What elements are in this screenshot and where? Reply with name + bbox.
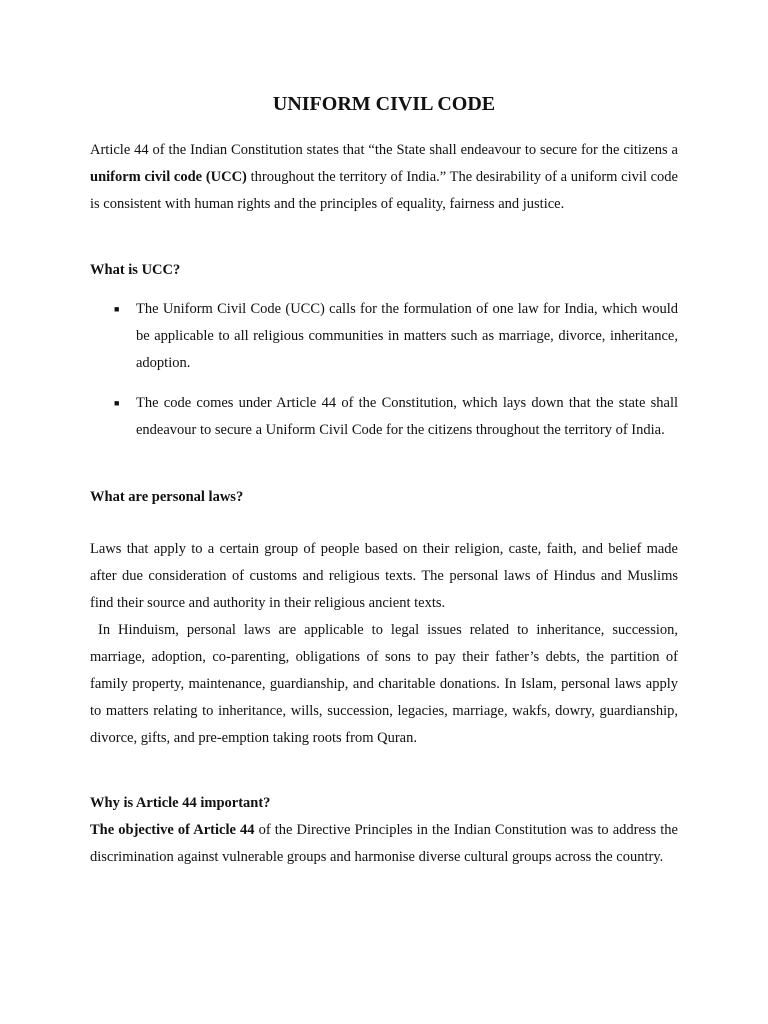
personal-laws-paragraph-1: Laws that apply to a certain group of people based on their religion, caste, faith, and belief made after due consideration of customs and religious texts. The personal laws of Hindus and Muslims find their source and authority in their religious ancient texts. [90, 541, 678, 611]
heading-article-44: Why is Article 44 important? [90, 795, 271, 811]
article-44-text: of the Directive Principles in the Indian Constitution was to address the discrimination against vulnerable groups and harmonise diverse cultural groups across the country. [90, 822, 678, 865]
heading-personal-laws: What are personal laws? [90, 489, 244, 505]
personal-laws-paragraph-2: In Hinduism, personal laws are applicable to legal issues related to inheritance, succession, marriage, adoption, co-parenting, obligations of sons to pay their father’s debts, the partition of family property, maintenance, guardianship, and charitable donations. In Islam, personal laws apply to matters relating to inheritance, wills, succession, legacies, marriage, wakfs, dowry, guardianship, divorce, gifts, and pre-emption taking roots from Quran. [90, 622, 682, 746]
article-44-bold-phrase: The objective of Article 44 [90, 822, 255, 838]
intro-text-end: throughout the territory of India.” The desirability of a uniform civil code is consistent with human rights and the principles of equality, fairness and justice. [90, 169, 678, 212]
bullet-item [90, 390, 678, 444]
document-title: UNIFORM CIVIL CODE [272, 93, 496, 115]
article-44-paragraph [90, 817, 678, 871]
intro-text-start: Article 44 of the Indian Constitution states that “the State shall endeavour to secure for the citizens a [90, 142, 678, 158]
intro-bold-term: uniform civil code (UCC) [90, 169, 247, 185]
bullet-square-icon: ■ [114, 304, 120, 314]
heading-what-is-ucc: What is UCC? [90, 262, 181, 278]
bullet-text: The code comes under Article 44 of the Constitution, which lays down that the state shall endeavour to secure a Uniform Civil Code for the citizens throughout the territory of India. [136, 395, 678, 438]
bullet-square-icon: ■ [114, 398, 120, 408]
bullet-text: The Uniform Civil Code (UCC) calls for the formulation of one law for India, which would be applicable to all religious communities in matters such as marriage, divorce, inheritance, adoption. [136, 301, 678, 371]
bullet-item [90, 296, 678, 377]
intro-paragraph [90, 137, 678, 218]
